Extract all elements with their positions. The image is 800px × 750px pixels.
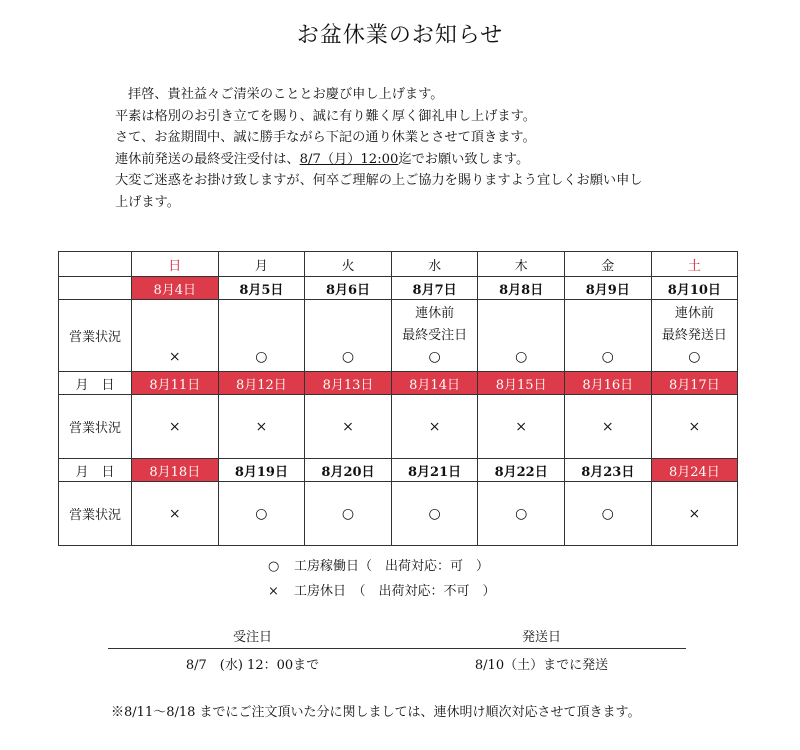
weekday-header-row	[59, 252, 738, 277]
date-cell-holiday: 8月13日	[305, 372, 392, 395]
status-note-line1: 連休前	[674, 306, 714, 321]
status-open-mark: ○	[305, 482, 392, 546]
date-cell: 8月22日	[478, 459, 565, 482]
status-row-week2	[59, 395, 738, 459]
status-open-mark: ○	[564, 482, 651, 546]
intro-line: さて、お盆期間中、誠に勝手ながら下記の通り休業とさせて頂きます。	[115, 130, 536, 145]
status-open-mark: ○	[428, 349, 441, 365]
date-cell: 8月23日	[564, 459, 651, 482]
intro-line: 拝啓、貴社益々ご清栄のこととお慶び申し上げます。	[128, 87, 444, 102]
status-closed-mark: ×	[132, 482, 219, 546]
date-cell: 8月10日	[651, 277, 738, 300]
status-open-mark: ○	[391, 482, 478, 546]
intro-paragraph	[115, 84, 715, 213]
legend-open-text: 工房稼働日（ 出荷対応：可 ）	[294, 559, 490, 574]
date-row-label: 月 日	[59, 372, 132, 395]
status-closed-mark: ×	[391, 395, 478, 459]
date-cell: 8月9日	[564, 277, 651, 300]
weekday-thu: 木	[478, 252, 565, 277]
weekday-wed: 水	[391, 252, 478, 277]
status-open-mark: ○	[688, 349, 701, 365]
status-row-week1	[59, 300, 738, 372]
schedule-order-deadline: 8/7 (水) 12：00まで	[185, 657, 320, 673]
legend-open	[268, 555, 489, 574]
legend-closed-text: 工房休日 （ 出荷対応：不可 ）	[294, 584, 496, 599]
schedule-ship-deadline: 8/10（土）までに発送	[474, 657, 609, 673]
date-cell: 8月19日	[218, 459, 305, 482]
status-closed-mark: ×	[218, 395, 305, 459]
status-row-label: 営業状況	[59, 395, 132, 459]
date-cell-holiday: 8月24日	[651, 459, 738, 482]
status-note-line2: 最終受注日	[402, 327, 468, 343]
status-cell	[305, 300, 392, 372]
status-note-line2: 最終発送日	[661, 327, 727, 343]
date-row-label: 月 日	[59, 459, 132, 482]
status-row-week3	[59, 482, 738, 546]
date-cell-holiday: 8月12日	[218, 372, 305, 395]
intro-line: 大変ご迷惑をお掛け致しますが、何卒ご理解の上ご協力を賜りますよう宜しくお願い申し	[115, 173, 643, 188]
status-closed-mark: ×	[478, 395, 565, 459]
holiday-calendar	[58, 251, 738, 546]
status-cell	[478, 300, 565, 372]
schedule-head-order: 受注日	[232, 630, 272, 645]
status-cell	[391, 300, 478, 372]
status-closed-mark: ×	[305, 395, 392, 459]
footnote: ※8/11～8/18 までにご注文頂いた分に関しましては、連休明け順次対応させて頂きます。	[111, 705, 641, 720]
status-cell	[218, 300, 305, 372]
date-cell-holiday: 8月11日	[132, 372, 219, 395]
schedule-header	[108, 626, 686, 649]
page-title: お盆休業のお知らせ	[296, 23, 504, 48]
date-cell-holiday: 8月17日	[651, 372, 738, 395]
date-cell-holiday: 8月4日	[132, 277, 219, 300]
date-cell: 8月6日	[305, 277, 392, 300]
status-open-mark: ○	[341, 349, 355, 365]
status-open-mark: ○	[255, 349, 268, 365]
schedule-head-ship: 発送日	[521, 630, 561, 645]
weekday-sat: 土	[651, 252, 738, 277]
status-cell	[564, 300, 651, 372]
date-row-week3	[59, 459, 738, 482]
status-open-mark: ○	[218, 482, 305, 546]
legend-closed	[268, 580, 496, 599]
status-closed-mark: ×	[651, 395, 738, 459]
deadline-datetime: 8/7（月）12:00	[299, 151, 399, 167]
status-closed-mark: ×	[168, 349, 181, 365]
intro-line: 上げます。	[115, 194, 180, 210]
date-cell-holiday: 8月18日	[132, 459, 219, 482]
date-cell: 8月21日	[391, 459, 478, 482]
status-row-label: 営業状況	[59, 300, 132, 372]
status-closed-mark: ×	[564, 395, 651, 459]
weekday-sun: 日	[132, 252, 219, 277]
date-cell: 8月8日	[478, 277, 565, 300]
date-cell-holiday: 8月16日	[564, 372, 651, 395]
date-cell-holiday: 8月15日	[478, 372, 565, 395]
status-cell	[132, 300, 219, 372]
status-open-mark: ○	[478, 482, 565, 546]
status-cell	[651, 300, 738, 372]
date-row-week1	[59, 277, 738, 300]
date-cell-holiday: 8月14日	[391, 372, 478, 395]
weekday-mon: 月	[218, 252, 305, 277]
deadline-suffix: 迄でお願い致します。	[398, 151, 530, 167]
status-note-line1: 連休前	[415, 306, 455, 321]
legend-open-symbol: ○	[268, 559, 280, 574]
date-cell: 8月5日	[218, 277, 305, 300]
status-closed-mark: ×	[651, 482, 738, 546]
weekday-fri: 金	[564, 252, 651, 277]
intro-line-deadline	[115, 149, 715, 171]
legend-closed-symbol: ×	[268, 584, 279, 599]
date-cell: 8月7日	[391, 277, 478, 300]
status-open-mark: ○	[515, 349, 528, 365]
corner-cell	[59, 252, 132, 277]
schedule-row	[108, 649, 686, 677]
date-row-week2	[59, 372, 738, 395]
status-closed-mark: ×	[132, 395, 219, 459]
date-cell: 8月20日	[305, 459, 392, 482]
weekday-tue: 火	[305, 252, 392, 277]
status-row-label: 営業状況	[59, 482, 132, 546]
intro-line: 平素は格別のお引き立てを賜り、誠に有り難く厚く御礼申し上げます。	[115, 108, 536, 124]
row-label-empty	[59, 277, 132, 300]
schedule-table	[108, 626, 686, 677]
deadline-prefix: 連休前発送の最終受注受付は、	[115, 151, 300, 167]
status-open-mark: ○	[601, 349, 614, 365]
